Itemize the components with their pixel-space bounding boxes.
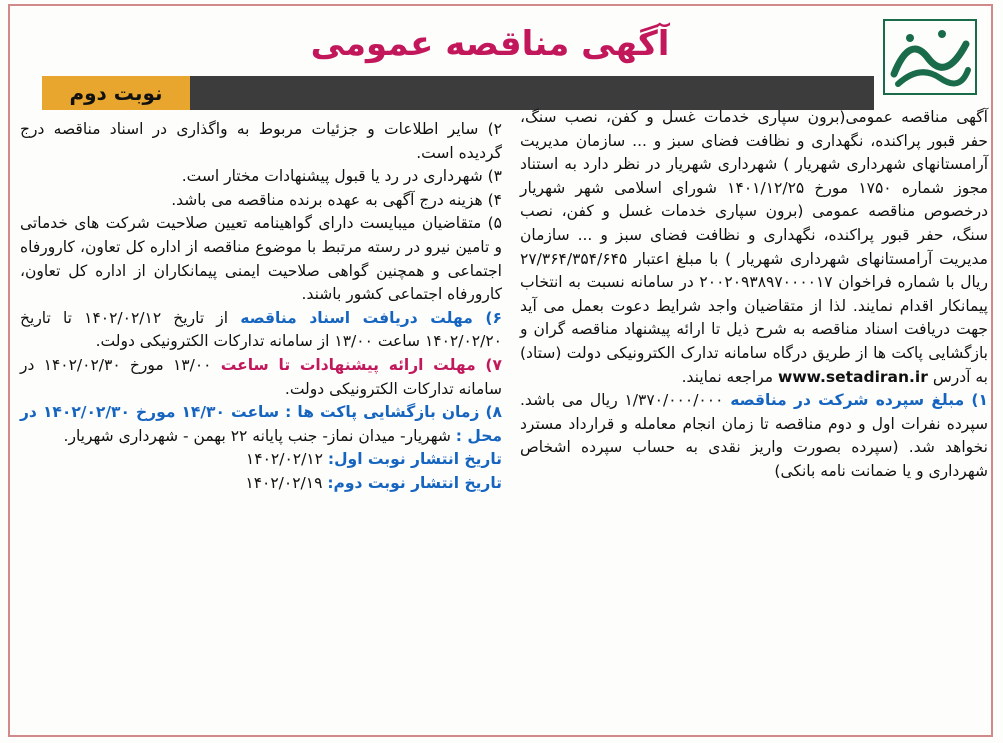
item-2: ۲) سایر اطلاعات و جزئیات مربوط به واگذاری در اسناد مناقصه درج گردیده است. (20, 120, 502, 162)
item-8-heading: ۸) زمان بازگشایی پاکت ها : ساعت ۱۴/۳۰ مورخ ۱۴۰۲/۰۲/۳۰ در محل : (20, 403, 502, 445)
item-1: ۱) مبلغ سپرده شرکت در مناقصه ۱/۳۷۰/۰۰۰/۰۰۰ ریال می باشد. سپرده نفرات اول و دوم مناقصه تا زمان انجام معامله و قرارداد مسترد نخواهد شد. (سپرده بصورت واریز نقدی به حساب سپرده اشخاص شهرداری و یا ضمانت نامه بانکی) (520, 391, 988, 480)
item-8: ۸) زمان بازگشایی پاکت ها : ساعت ۱۴/۳۰ مورخ ۱۴۰۲/۰۲/۳۰ در محل : شهریار- میدان نماز- جنب پایانه ۲۲ بهمن - شهرداری شهریار. (20, 403, 502, 445)
left-column (20, 118, 502, 496)
item-7: ۷) مهلت ارائه پیشنهادات تا ساعت ۱۳/۰۰ مورخ ۱۴۰۲/۰۲/۳۰ در سامانه تدارکات الکترونیکی دولت. (20, 355, 502, 398)
publish-date-2: تاریخ انتشار نوبت دوم: ۱۴۰۲/۰۲/۱۹ (245, 473, 502, 492)
item-3: ۳) شهرداری در رد یا قبول پیشنهادات مختار است. (181, 167, 502, 186)
item-5: ۵) متقاضیان میبایست دارای گواهینامه تعیین صلاحیت شرکت های خدماتی و تامین نیرو در رسته مرتبط با موضوع مناقصه از اداره کل تعاون، کارورفاه اجتماعی و همچنین گواهی صلاحیت ایمنی پیمانکاران از اداره کل تعاون، کارورفاه اجتماعی کشور باشند. (20, 214, 502, 304)
item-4: ۴) هزینه درج آگهی به عهده برنده مناقصه می باشد. (171, 190, 502, 209)
ad-title: آگهی مناقصه عمومی (310, 24, 670, 64)
publication-badge: نوبت دوم (42, 76, 190, 110)
item-6-heading: ۶) مهلت دریافت اسناد مناقصه (240, 308, 502, 327)
municipality-logo-icon (880, 14, 980, 100)
setad-link[interactable]: www.setadiran.ir (778, 367, 928, 386)
publish-date-1: تاریخ انتشار نوبت اول: ۱۴۰۲/۰۲/۱۲ (245, 450, 502, 469)
intro-text: آگهی مناقصه عمومی(برون سپاری خدمات غسل و کفن، نصب سنگ، حفر قبور پراکنده، نگهداری و نظافت فضای سبز و ... سازمان مدیریت آرامستانهای شهرداری شهریار ) شهرداری شهریار در نظر دارد به استناد مجوز شماره ۱۷۵۰ مورخ ۱۴۰۱/۱۲/۲۵ شورای اسلامی شهر شهریار درخصوص مناقصه عمومی (برون سپاری خدمات غسل و کفن، نصب سنگ، حفر قبور پراکنده، نگهداری و نظافت فضای سبز و ... سازمان مدیریت آرامستانهای شهرداری شهریار ) با مبلغ اعتبار ۲۷/۳۶۴/۳۵۴/۶۴۵ ریال با شماره فراخوان ۲۰۰۲۰۹۳۸۹۷۰۰۰۰۱۷ در سامانه نسبت به انتخاب پیمانکار اقدام نمایند. لذا از متقاضیان واجد شرایط دعوت بعمل می آید جهت دریافت اسناد مناقصه به شرح ذیل تا ارائه پیشنهاد مناقصه گران و بازگشایی پاکت ها از طریق درگاه سامانه تدارک الکترونیکی دولت (ستاد) به آدرس www.setadiran.ir مراجعه نمایند. (520, 108, 989, 386)
item-6: ۶) مهلت دریافت اسناد مناقصه از تاریخ ۱۴۰۲/۰۲/۱۲ تا تاریخ ۱۴۰۲/۰۲/۲۰ ساعت ۱۳/۰۰ از سامانه تدارکات الکترونیکی دولت. (20, 308, 502, 351)
right-column (520, 106, 988, 484)
item-1-heading: ۱) مبلغ سپرده شرکت در مناقصه (730, 391, 988, 410)
item-7-heading: ۷) مهلت ارائه پیشنهادات تا ساعت (220, 355, 502, 374)
